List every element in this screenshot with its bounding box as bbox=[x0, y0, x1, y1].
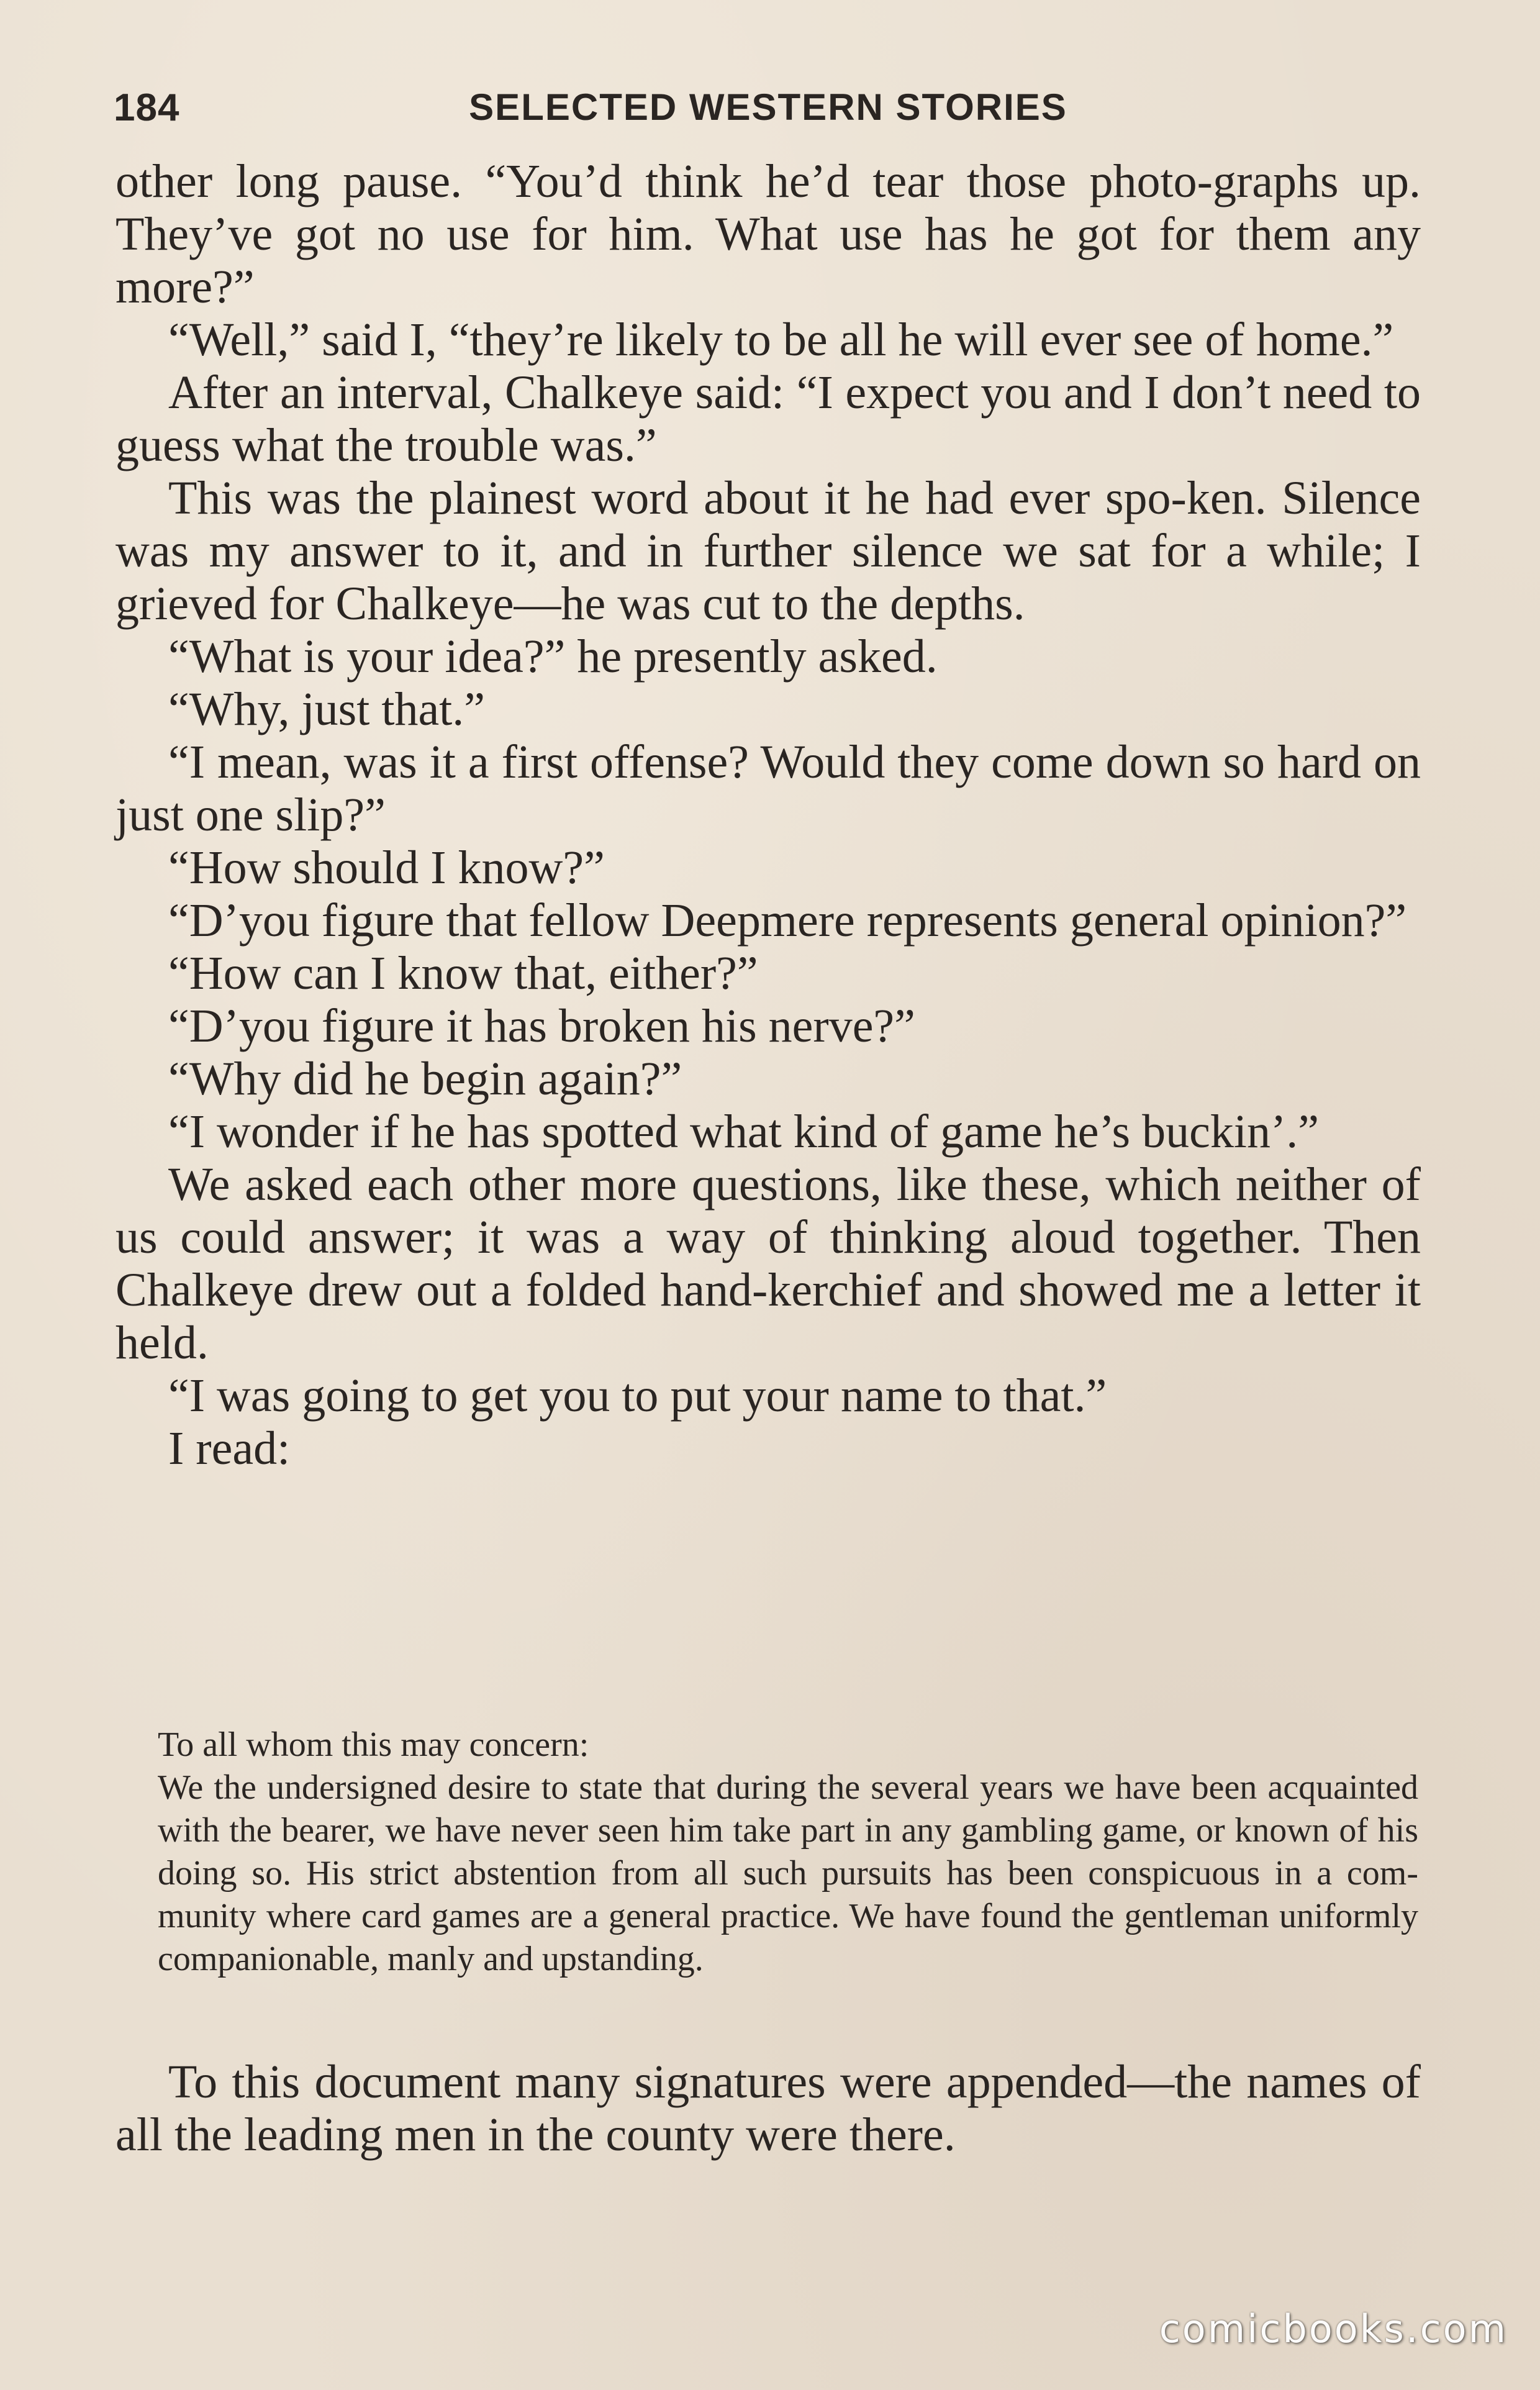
paragraph: other long pause. “You’d think he’d tear those photo-graphs up. They’ve got no use for him. What use has he got for them any more?” bbox=[116, 155, 1421, 313]
paragraph: “How can I know that, either?” bbox=[168, 947, 758, 999]
letter-salutation: To all whom this may concern: bbox=[158, 1725, 589, 1764]
paragraph: “D’you figure it has broken his nerve?” bbox=[168, 1000, 915, 1052]
running-title: SELECTED WESTERN STORIES bbox=[469, 86, 1067, 128]
paragraph: “How should I know?” bbox=[168, 842, 605, 894]
closing-text bbox=[116, 2056, 1421, 2161]
letter-body: We the undersigned desire to state that during the several years we have been acquainted with the bearer, we have never seen him take part in any gambling game, or known of his doing so. His strict abstention from all such pursuits has been conspicuous in a com-munity where card games are a general practice. We have found the gentleman uniformly companionable, manly and upstanding. bbox=[158, 1768, 1418, 1978]
body-text bbox=[116, 155, 1421, 1475]
paragraph: We asked each other more questions, like these, which neither of us could answer; it was a way of thinking aloud together. Then Chalkeye drew out a folded hand-kerchief and showed me a letter it held. bbox=[116, 1158, 1421, 1369]
paragraph: I read: bbox=[168, 1422, 291, 1474]
paragraph: “I was going to get you to put your name to that.” bbox=[168, 1370, 1107, 1422]
quoted-letter bbox=[158, 1724, 1418, 1981]
closing-paragraph: To this document many signatures were appended—the names of all the leading men in the county were there. bbox=[116, 2056, 1421, 2161]
paragraph: This was the plainest word about it he had ever spo-ken. Silence was my answer to it, and in further silence we sat for a while; I grieved for Chalkeye—he was cut to the depths. bbox=[116, 472, 1421, 630]
page-header bbox=[114, 86, 1423, 135]
paragraph: “D’you figure that fellow Deepmere represents general opinion?” bbox=[168, 894, 1407, 947]
paragraph: “Why, just that.” bbox=[168, 683, 486, 735]
paragraph: “I mean, was it a first offense? Would they come down so hard on just one slip?” bbox=[116, 736, 1421, 841]
paragraph: After an interval, Chalkeye said: “I expect you and I don’t need to guess what the trouble was.” bbox=[116, 366, 1421, 471]
paragraph: “Well,” said I, “they’re likely to be all he will ever see of home.” bbox=[168, 314, 1394, 366]
paragraph: “What is your idea?” he presently asked. bbox=[168, 630, 938, 683]
watermark: comicbooks.com bbox=[1159, 2306, 1508, 2351]
paragraph: “I wonder if he has spotted what kind of game he’s buckin’.” bbox=[168, 1106, 1320, 1158]
paragraph: “Why did he begin again?” bbox=[168, 1053, 682, 1105]
page-number: 184 bbox=[114, 86, 180, 129]
